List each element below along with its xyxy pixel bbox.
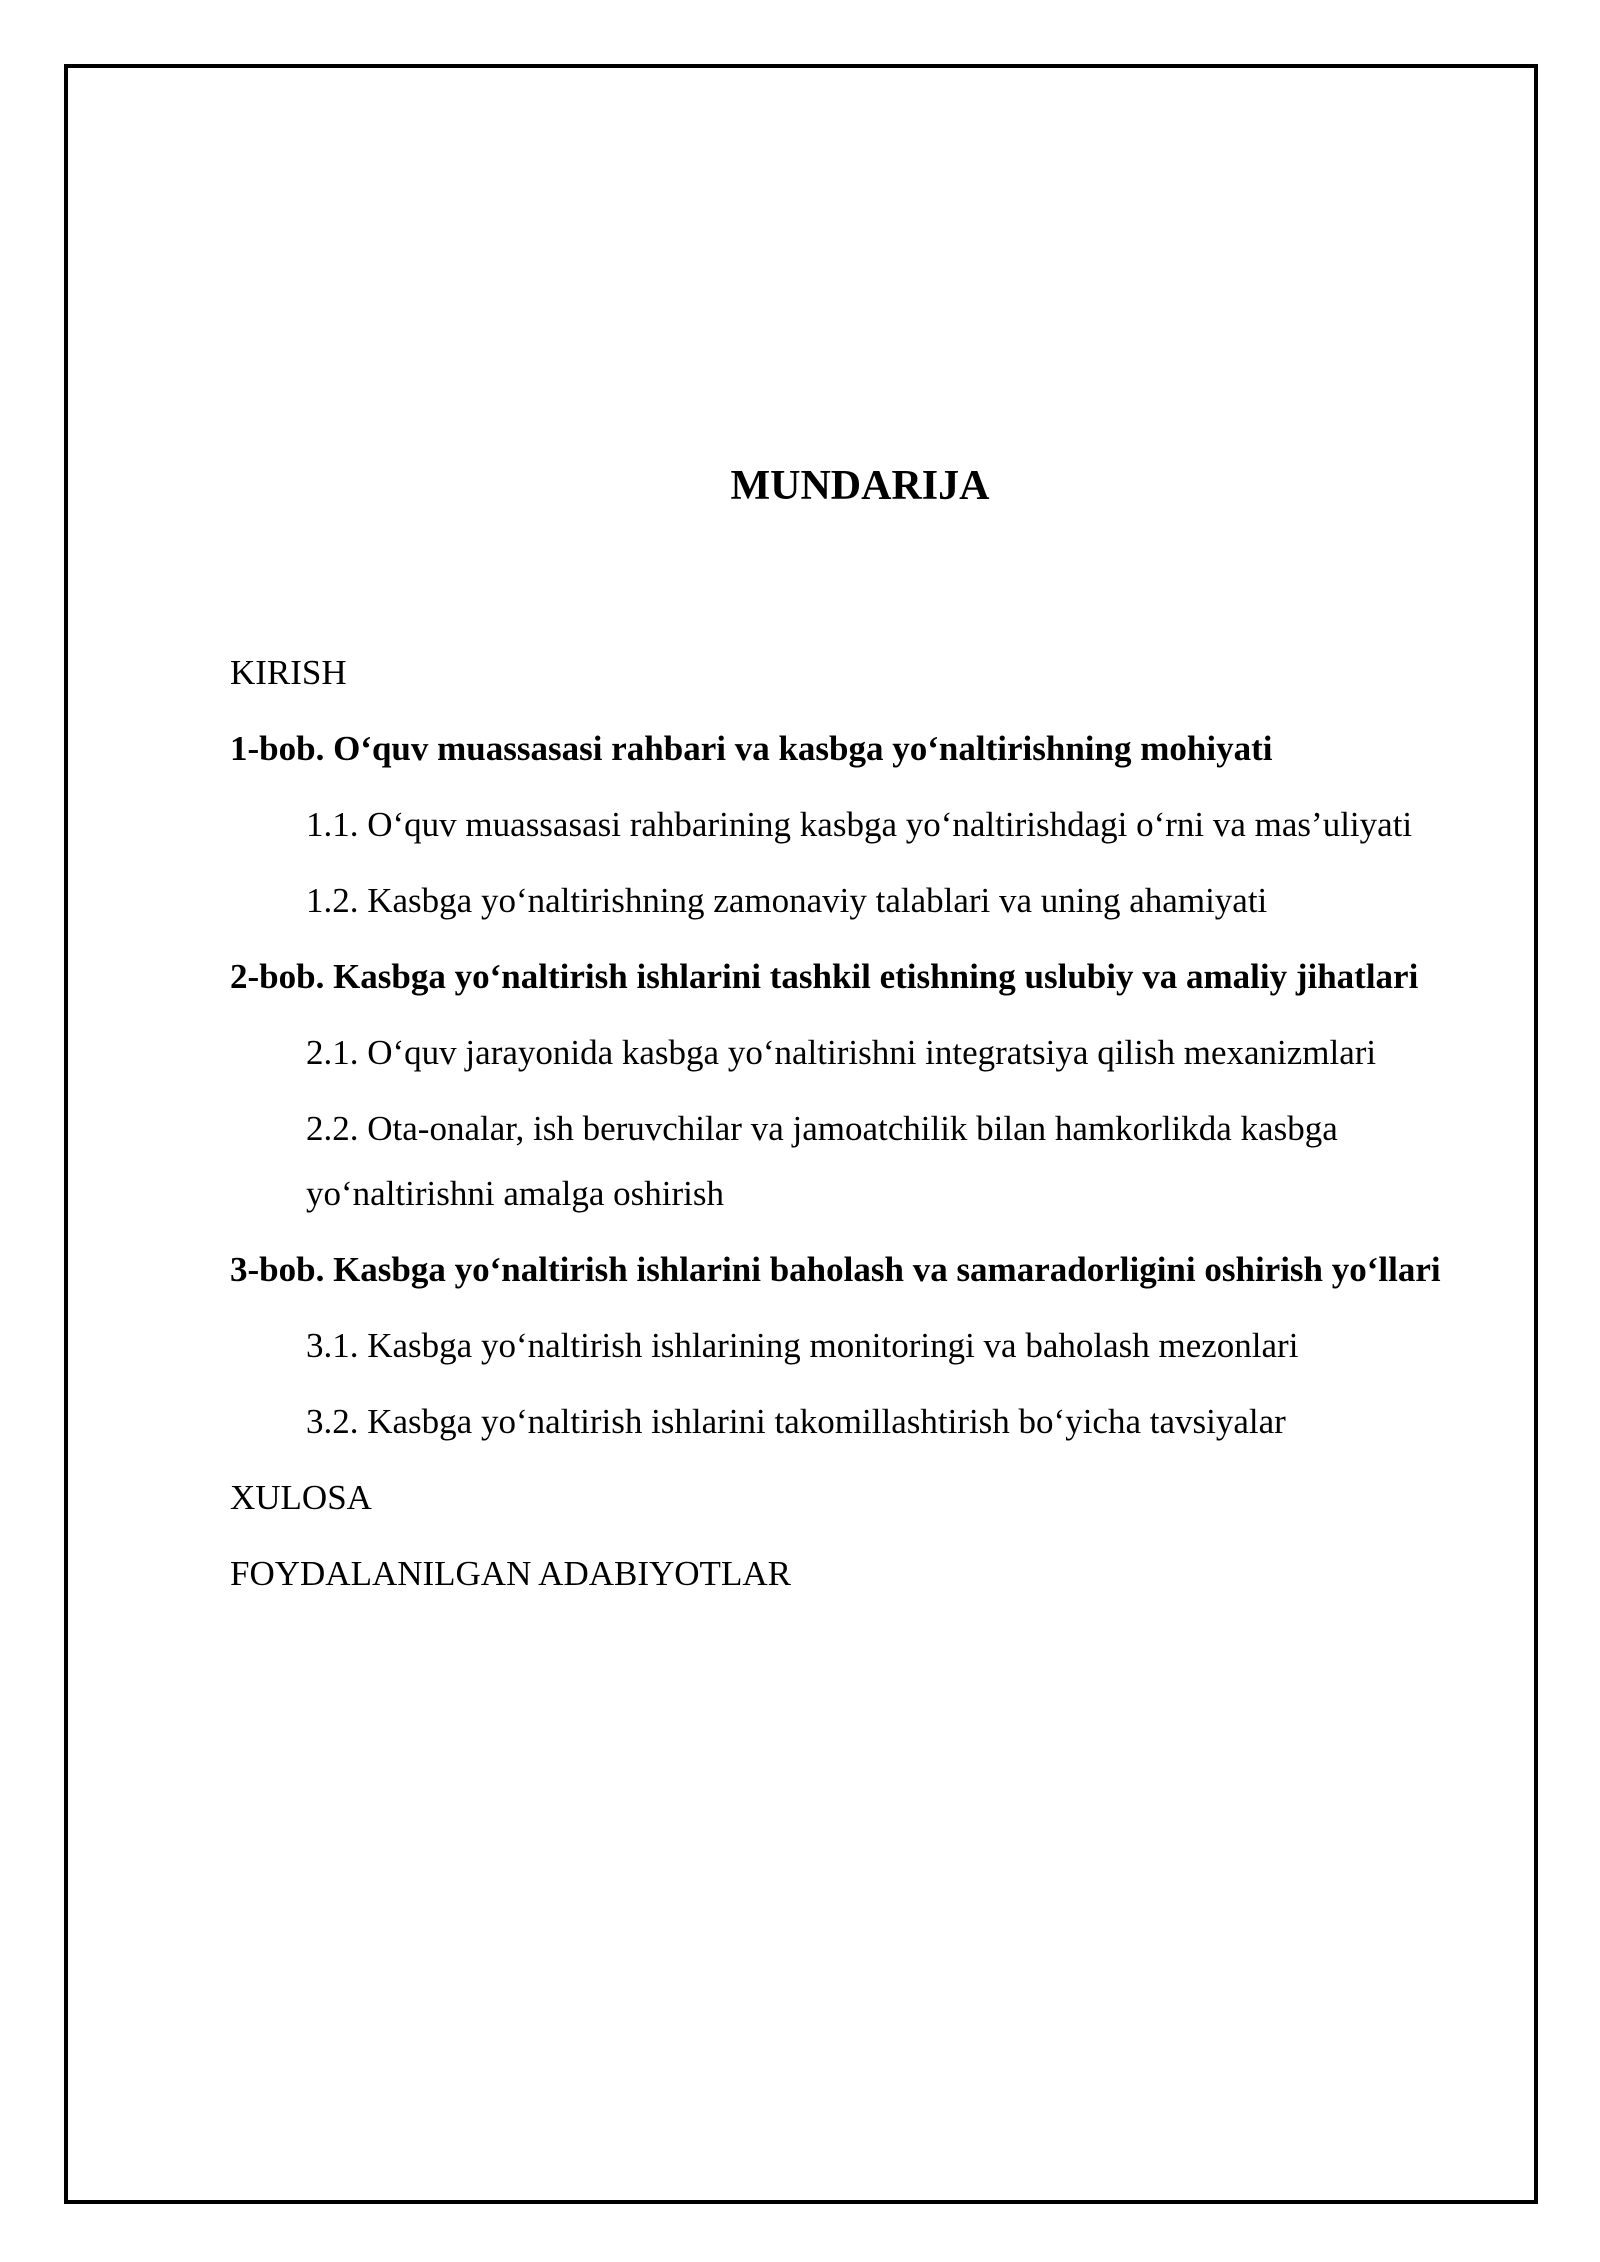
table-of-contents <box>230 640 1470 1617</box>
toc-entry-conclusion: XULOSA <box>230 1478 372 1517</box>
page-title: MUNDARIJA <box>730 463 990 509</box>
toc-section-2-2: 2.2. Ota-onalar, ish beruvchilar va jamoatchilik bilan hamkorlikda kasbga yo‘naltirishni amalga oshirish <box>306 1109 1338 1213</box>
toc-entry-references: FOYDALANILGAN ADABIYOTLAR <box>230 1554 791 1593</box>
toc-section-3-2: 3.2. Kasbga yo‘naltirish ishlarini takomillashtirish bo‘yicha tavsiyalar <box>306 1402 1286 1441</box>
toc-chapter-1: 1-bob. O‘quv muassasasi rahbari va kasbga yo‘naltirishning mohiyati <box>230 729 1273 768</box>
toc-chapter-2: 2-bob. Kasbga yo‘naltirish ishlarini tashkil etishning uslubiy va amaliy jihatlari <box>230 957 1419 996</box>
toc-section-1-1: 1.1. O‘quv muassasasi rahbarining kasbga yo‘naltirishdagi o‘rni va mas’uliyati <box>306 805 1413 844</box>
toc-entry-introduction: KIRISH <box>230 653 347 692</box>
toc-section-2-1: 2.1. O‘quv jarayonida kasbga yo‘naltirishni integratsiya qilish mexanizmlari <box>306 1033 1377 1072</box>
toc-section-3-1: 3.1. Kasbga yo‘naltirish ishlarining monitoringi va baholash mezonlari <box>306 1326 1299 1365</box>
toc-chapter-3: 3-bob. Kasbga yo‘naltirish ishlarini baholash va samaradorligini oshirish yo‘llari <box>230 1250 1441 1289</box>
toc-section-1-2: 1.2. Kasbga yo‘naltirishning zamonaviy talablari va uning ahamiyati <box>306 881 1268 920</box>
